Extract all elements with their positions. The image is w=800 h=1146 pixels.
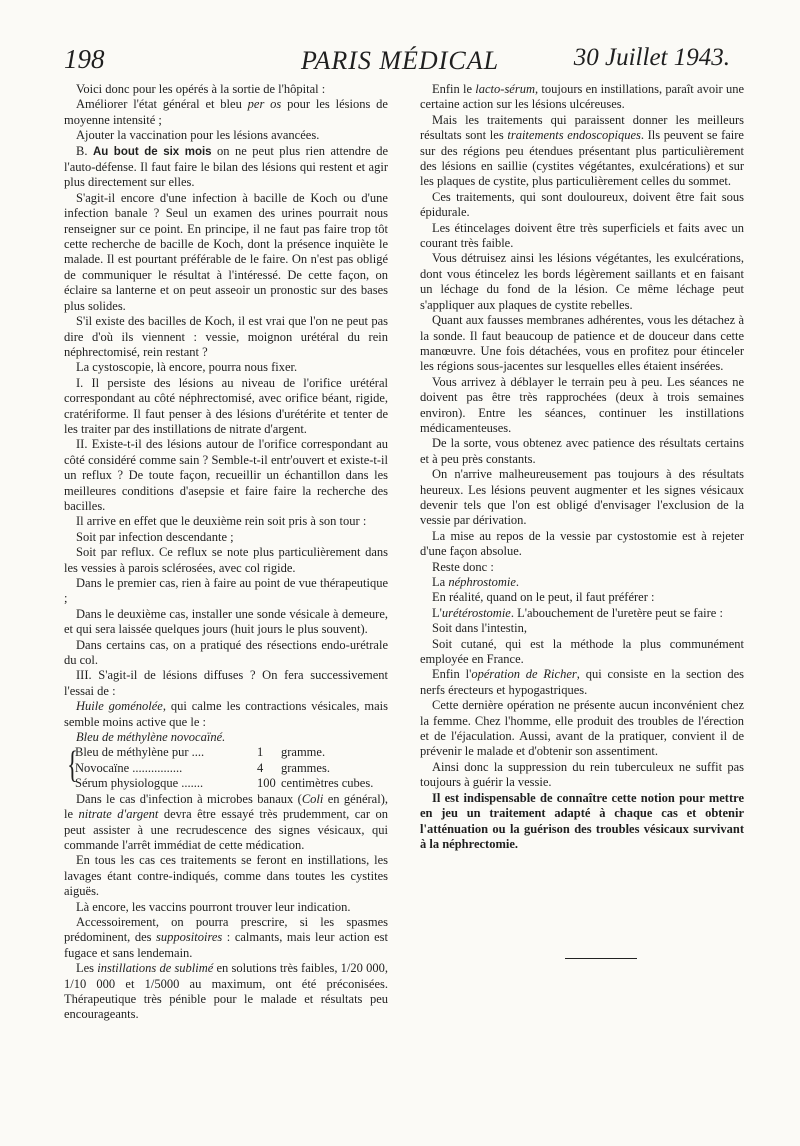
paragraph: Il arrive en effet que le deuxième rein soit pris à son tour :	[76, 514, 367, 529]
formula-row: Sérum physiologque ....... 100 centimètres cubes.	[75, 776, 374, 791]
formula-block	[67, 745, 388, 791]
paragraph: Bleu de méthylène novocaïné.	[76, 730, 226, 745]
paragraph: De la sorte, vous obtenez avec patience des résultats certains et à peu près constants.	[420, 436, 744, 466]
paragraph: Ainsi donc la suppression du rein tuberculeux ne suffit pas toujours à guérir la vessie.	[420, 759, 744, 790]
paragraph: Améliorer l'état général et bleu per os pour les lésions de moyenne intensité ;	[64, 97, 388, 127]
right-column	[420, 82, 744, 852]
paragraph: Enfin le lacto-sérum, toujours en instillations, paraît avoir une certaine action sur les lésions ulcéreuses.	[420, 82, 744, 112]
formula-row: Novocaïne ................ 4 grammes.	[75, 760, 330, 775]
end-rule-divider	[565, 958, 637, 959]
paragraph: Dans le premier cas, rien à faire au point de vue thérapeutique ;	[64, 576, 388, 606]
paragraph: Enfin l'opération de Richer, qui consiste en la section des nerfs érecteurs et hypogastriques.	[420, 667, 745, 697]
paragraph: Soit dans l'intestin,	[432, 621, 527, 636]
paragraph: L'urétérostomie. L'abouchement de l'uretère peut se faire :	[432, 605, 723, 620]
paragraph: S'agit-il encore d'une infection à bacille de Koch ou d'une infection banale ? Seul un examen des urines pourrait nous renseigner sur ce point. En principe, il ne faut pas faire trop tôt cette recherche de bacille de Koch, dont la présence inquiète le malade. Il est pourtant préférable de le faire. On n'est pas obligé de communiquer le résultat à l'intéressé. De cette façon, on éclaire sa lanterne et on peut asseoir un pronostic sur des bases plus solides.	[64, 190, 388, 313]
paragraph: La mise au repos de la vessie par cystostomie est à rejeter d'une façon absolue.	[420, 528, 744, 559]
paragraph: Il est indispensable de connaître cette notion pour mettre en jeu un traitement adapté à chaque cas et obtenir l'atténuation ou la guérison des troubles vésicaux survivant à la néphrectomie.	[420, 790, 744, 851]
paragraph: Soit par infection descendante ;	[76, 529, 234, 544]
paragraph: On n'arrive malheureusement pas toujours à des résultats heureux. Les lésions peuvent augmenter et les signes vésicaux devenir tels que l'on est obligé d'envisager l'exclusion de la vessie par dérivation.	[420, 467, 744, 528]
paragraph: Cette dernière opération ne présente aucun inconvénient chez la femme. Chez l'homme, elle produit des troubles de l'érection et de l'éjaculation. Aussi, avant de la pratiquer, convient il de prévenir le malade et d'obtenir son assentiment.	[420, 698, 744, 759]
paragraph: Reste donc :	[432, 559, 494, 574]
paragraph: Huile goménolée, qui calme les contractions vésicales, mais semble moins active que le :	[64, 699, 389, 729]
paragraph: Vous détruisez ainsi les lésions végétantes, les exulcérations, dont vous étincelez les bords légèrement saillants et en faisant un léchage du fond de la lésion. Ce même léchage peut s'appliquer aux plaques de cystite rebelles.	[420, 251, 744, 312]
paragraph: I. Il persiste des lésions au niveau de l'orifice urétéral correspondant au côté néphrectomisé, avec orifice béant, rigide, cratériforme. Il faut penser à des lésions d'urétérite et tenter de les traiter par des instillations de nitrate d'argent.	[64, 375, 388, 436]
formula-row: Bleu de méthylène pur .... 1 gramme.	[75, 745, 326, 760]
paragraph: Mais les traitements qui paraissent donner les meilleurs résultats sont les traitements endoscopiques. Ils peuvent se faire sur des régions peu étendues présentant plus particulièrement des lésions en saillie (cystites végétantes, exulcérations) et sur les plaques de cystite, plus particulièrement celles du sommet.	[420, 112, 744, 189]
page-number: 198	[64, 44, 105, 74]
paragraph: Vous arrivez à déblayer le terrain peu à peu. Les séances ne doivent pas être très rapprochées (deux à trois semaines environ). Entre les séances, continuer les instillations médicamenteuses.	[420, 374, 744, 435]
paragraph: Soit par reflux. Ce reflux se note plus particulièrement dans les vessies à parois sclérosées, avec col rigide.	[64, 545, 388, 575]
paragraph: II. Existe-t-il des lésions autour de l'orifice correspondant au côté considéré comme sain ? Semble-t-il entr'ouvert et existe-t-il un reflux ? De toute façon, recueillir un échantillon dans les meilleures conditions d'asepsie et faire faire la recherche des bacilles.	[64, 437, 388, 513]
paragraph: Voici donc pour les opérés à la sortie de l'hôpital :	[76, 82, 326, 96]
paragraph: Dans le cas d'infection à microbes banaux (Coli en général), le nitrate d'argent devra être essayé très prudemment, car on peut assister à une recrudescence des signes vésicaux, qui commande l'arrêt immédiat de cette médication.	[64, 791, 388, 852]
paragraph: Ces traitements, qui sont douloureux, doivent être fait sous épidurale.	[420, 189, 744, 220]
brace-icon: {	[67, 744, 78, 787]
paragraph: Ajouter la vaccination pour les lésions avancées.	[76, 128, 320, 143]
paragraph: En tous les cas ces traitements se feront en instillations, les lavages étant contre-indiqués, comme dans toutes les cystites aiguës.	[64, 853, 388, 899]
paragraph: Quant aux fausses membranes adhérentes, vous les détachez à la sonde. Il faut beaucoup de patience et de douceur dans cette manœuvre. Une fois détachées, vous en profitez pour étinceler les régions sous-jacentes sur lesquelles elles étaient insérées.	[420, 313, 744, 374]
left-column	[64, 82, 388, 1023]
paragraph: III. S'agit-il de lésions diffuses ? On fera successivement l'essai de :	[64, 668, 388, 698]
paragraph: S'il existe des bacilles de Koch, il est vrai que l'on ne peut pas dire d'où ils viennent : vessie, moignon urétéral du rein néphrectomisé, rein restant ?	[64, 314, 388, 359]
paragraph: La néphrostomie.	[432, 575, 520, 589]
paragraph: Soit cutané, qui est la méthode la plus communément employée en France.	[420, 636, 744, 667]
paragraph: Dans le deuxième cas, installer une sonde vésicale à demeure, et qui sera laissée quelques jours (huit jours le plus souvent).	[64, 606, 388, 637]
paragraph: Les instillations de sublimé en solutions très faibles, 1/20 000, 1/10 000 et 1/5000 au maximum, ont été préconisées. Thérapeutique très pénible pour le malade et résultats peu encourageants.	[64, 961, 388, 1022]
issue-date: 30 Juillet 1943.	[573, 44, 730, 71]
paragraph: En réalité, quand on le peut, il faut préférer :	[432, 590, 655, 605]
paragraph: La cystoscopie, là encore, pourra nous fixer.	[76, 360, 298, 375]
paragraph: Dans certains cas, on a pratiqué des résections endo-urétrale du col.	[64, 637, 388, 668]
paragraph: Les étincelages doivent être très superficiels et faits avec un courant très faible.	[420, 220, 744, 251]
paragraph: Là encore, les vaccins pourront trouver leur indication.	[76, 899, 351, 914]
paragraph: B. Au bout de six mois on ne peut plus rien attendre de l'auto-défense. Il faut faire le bilan des lésions qui restent et agir plus directement sur elles.	[64, 143, 388, 190]
paragraph: Accessoirement, on pourra prescrire, si les spasmes prédominent, des suppositoires : calmants, mais leur action est fugace et sans lendemain.	[64, 914, 388, 960]
journal-title: PARIS MÉDICAL	[300, 46, 500, 75]
